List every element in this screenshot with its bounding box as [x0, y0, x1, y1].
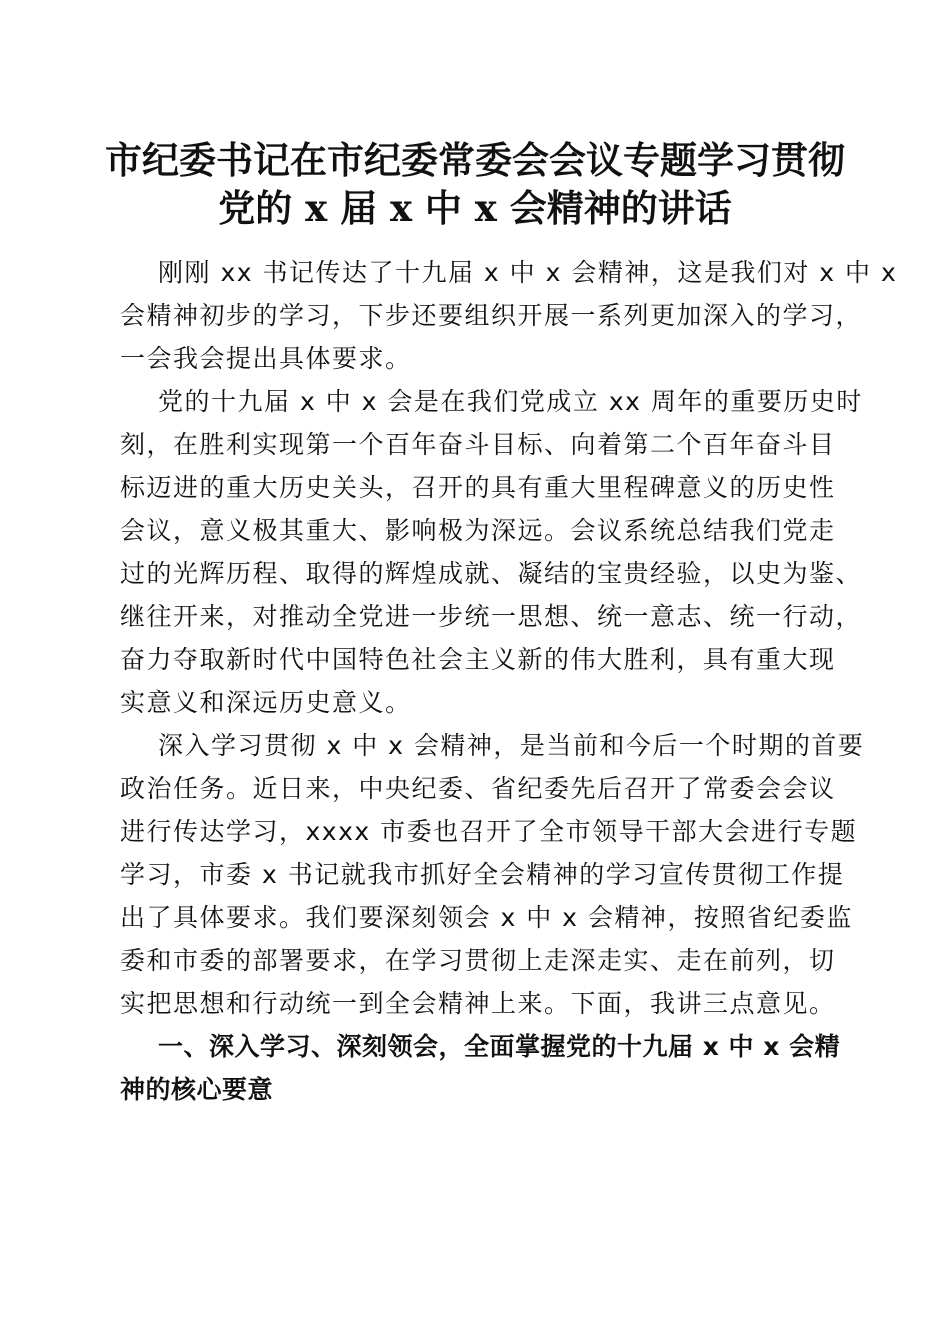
paragraph-2	[120, 380, 863, 724]
heading-line: 神的核心要意	[120, 1075, 274, 1104]
paragraph-line: 会议，意义极其重大、影响极为深远。会议系统总结我们党走	[120, 516, 836, 545]
document-title	[100, 136, 850, 232]
paragraph-line: 刚刚 xx 书记传达了十九届 x 中 x 会精神，这是我们对 x 中 x	[158, 258, 898, 287]
paragraph-line: 进行传达学习，xxxx 市委也召开了全市领导干部大会进行专题	[120, 817, 858, 846]
paragraph-line: 会精神初步的学习，下步还要组织开展一系列更加深入的学习，	[120, 301, 863, 330]
paragraph-line: 政治任务。近日来，中央纪委、省纪委先后召开了常委会会议	[120, 774, 836, 803]
section-heading-1	[120, 1025, 841, 1111]
paragraph-line: 标迈进的重大历史关头，召开的具有重大里程碑意义的历史性	[120, 473, 836, 502]
paragraph-line: 刻，在胜利实现第一个百年奋斗目标、向着第二个百年奋斗目	[120, 430, 836, 459]
paragraph-line: 奋力夺取新时代中国特色社会主义新的伟大胜利，具有重大现	[120, 645, 836, 674]
paragraph-line: 一会我会提出具体要求。	[120, 344, 412, 373]
title-line: 市纪委书记在市纪委常委会会议专题学习贯彻	[105, 138, 845, 182]
paragraph-line: 出了具体要求。我们要深刻领会 x 中 x 会精神，按照省纪委监	[120, 903, 853, 932]
paragraph-1	[120, 251, 898, 380]
paragraph-line: 过的光辉历程、取得的辉煌成就、凝结的宝贵经验，以史为鉴、	[120, 559, 863, 588]
document-body	[120, 251, 898, 1111]
paragraph-line: 继往开来，对推动全党进一步统一思想、统一意志、统一行动，	[120, 602, 863, 631]
paragraph-line: 实意义和深远历史意义。	[120, 688, 412, 717]
paragraph-line: 深入学习贯彻 x 中 x 会精神，是当前和今后一个时期的首要	[158, 731, 865, 760]
paragraph-line: 学习，市委 x 书记就我市抓好全会精神的学习宣传贯彻工作提	[120, 860, 845, 889]
title-line: 党的 x 届 x 中 x 会精神的讲话	[218, 186, 732, 230]
paragraph-3	[120, 724, 865, 1025]
heading-line: 一、深入学习、深刻领会，全面掌握党的十九届 x 中 x 会精	[158, 1032, 841, 1061]
paragraph-line: 党的十九届 x 中 x 会是在我们党成立 xx 周年的重要历史时	[158, 387, 863, 416]
paragraph-line: 实把思想和行动统一到全会精神上来。下面，我讲三点意见。	[120, 989, 836, 1018]
paragraph-line: 委和市委的部署要求，在学习贯彻上走深走实、走在前列，切	[120, 946, 836, 975]
